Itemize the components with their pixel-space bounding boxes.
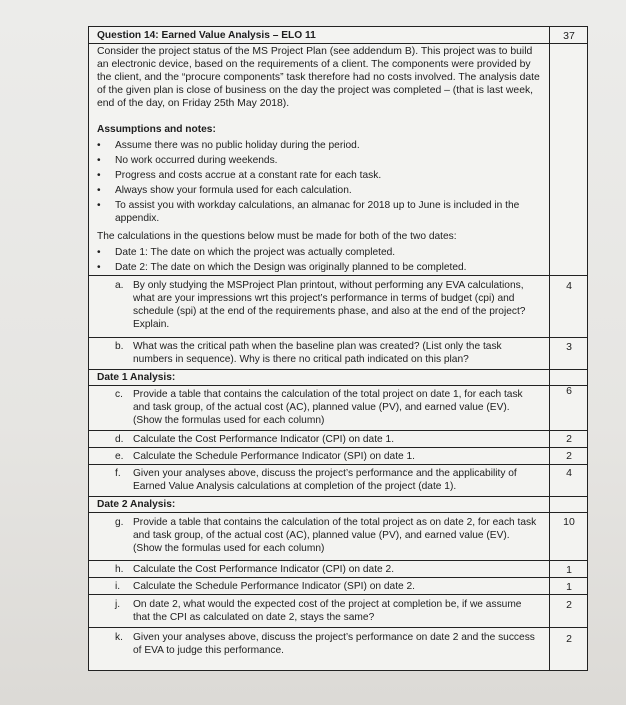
divider	[89, 577, 587, 578]
item-letter: b.	[115, 341, 124, 352]
item-text: What was the critical path when the baseline plan was created? (List only the task numbers in sequence). Why is there no critical path indicated on this plan?	[133, 341, 502, 365]
item-letter: e.	[115, 451, 124, 462]
divider	[89, 430, 587, 431]
divider	[89, 594, 587, 595]
bullet-icon: •	[97, 262, 101, 273]
marks-total: 37	[563, 30, 575, 42]
date-text: Date 2: The date on which the Design was originally planned to be completed.	[115, 262, 467, 273]
date2-heading: Date 2 Analysis:	[97, 499, 176, 510]
divider	[89, 337, 587, 338]
item-marks: 10	[563, 516, 575, 528]
item-text: Provide a table that contains the calculation of the total project as on date 2, for each task and task group, of the actual cost (AC), planned value (PV), and earned value (EV). (Show the formulas used for each column)	[133, 517, 537, 554]
divider	[89, 512, 587, 513]
item-marks: 3	[566, 341, 572, 353]
item-marks: 1	[566, 564, 572, 576]
divider	[89, 43, 587, 44]
bullet-icon: •	[97, 155, 101, 166]
bullet-icon: •	[97, 170, 101, 181]
divider	[89, 369, 587, 370]
date1-heading: Date 1 Analysis:	[97, 372, 176, 383]
divider	[89, 447, 587, 448]
divider	[89, 560, 587, 561]
bullet-icon: •	[97, 185, 101, 196]
item-marks: 2	[566, 599, 572, 611]
dates-intro: The calculations in the questions below must be made for both of the two dates:	[97, 231, 457, 242]
item-marks: 6	[566, 385, 572, 397]
item-letter: g.	[115, 517, 124, 528]
item-marks: 4	[566, 280, 572, 292]
item-letter: f.	[115, 468, 121, 479]
assumptions-heading: Assumptions and notes:	[97, 124, 216, 135]
item-letter: i.	[115, 581, 121, 592]
item-letter: h.	[115, 564, 124, 575]
assumption-text: Progress and costs accrue at a constant rate for each task.	[115, 170, 382, 181]
item-marks: 2	[566, 433, 572, 445]
exam-paper	[88, 26, 588, 671]
assumption-text: No work occurred during weekends.	[115, 155, 278, 166]
item-text: Calculate the Schedule Performance Indicator (SPI) on date 1.	[133, 451, 416, 462]
item-marks: 1	[566, 581, 572, 593]
item-letter: j.	[115, 599, 121, 610]
item-text: Calculate the Cost Performance Indicator (CPI) on date 2.	[133, 564, 395, 575]
item-text: Calculate the Schedule Performance Indicator (SPI) on date 2.	[133, 581, 416, 592]
item-text: Given your analyses above, discuss the project’s performance and the applicability of Earned Value Analysis calculations at completion of the project (date 1).	[133, 468, 517, 492]
item-letter: k.	[115, 632, 123, 643]
divider	[89, 275, 587, 276]
item-text: On date 2, what would the expected cost of the project at completion be, if we assume that the CPI as calculated on date 2, stays the same?	[133, 599, 522, 623]
item-text: By only studying the MSProject Plan printout, without performing any EVA calculations, what are your impressions wrt this project’s performance in terms of budget (cpi) and schedule (spi) at the end of the requirements phase, and also at the end of the project? Explain.	[133, 280, 526, 330]
item-marks: 2	[566, 633, 572, 645]
item-letter: c.	[115, 389, 123, 400]
bullet-icon: •	[97, 140, 101, 151]
item-marks: 2	[566, 450, 572, 462]
bullet-icon: •	[97, 247, 101, 258]
item-marks: 4	[566, 467, 572, 479]
item-letter: d.	[115, 434, 124, 445]
divider	[89, 464, 587, 465]
bullet-icon: •	[97, 200, 101, 211]
item-letter: a.	[115, 280, 124, 291]
divider	[89, 627, 587, 628]
assumption-text: Always show your formula used for each calculation.	[115, 185, 352, 196]
item-text: Provide a table that contains the calculation of the total project on date 1, for each task and task group, of the actual cost (AC), planned value (PV), and earned value (EV). (Show the formulas used for each column)	[133, 389, 523, 426]
divider	[89, 385, 587, 386]
title-row	[89, 29, 549, 43]
divider	[89, 496, 587, 497]
question-table	[88, 26, 588, 671]
question-title: Question 14: Earned Value Analysis – ELO 11	[97, 30, 316, 41]
date-text: Date 1: The date on which the project was actually completed.	[115, 247, 396, 258]
item-text: Given your analyses above, discuss the project’s performance on date 2 and the success of EVA to judge this performance.	[133, 632, 535, 656]
intro-text: Consider the project status of the MS Project Plan (see addendum B). This project was to build an electronic device, based on the requirements of a client. The components were provided by the client, and the “procure components” task therefore had no costs involved. The analysis date of the given plan is close of business on the day the project was completed – (that is last week, end of the day, on Friday 25th May 2018).	[97, 46, 540, 109]
item-text: Calculate the Cost Performance Indicator (CPI) on date 1.	[133, 434, 395, 445]
assumption-text: To assist you with workday calculations, an almanac for 2018 up to June is included in the appendix.	[115, 200, 520, 224]
assumption-text: Assume there was no public holiday during the period.	[115, 140, 360, 151]
